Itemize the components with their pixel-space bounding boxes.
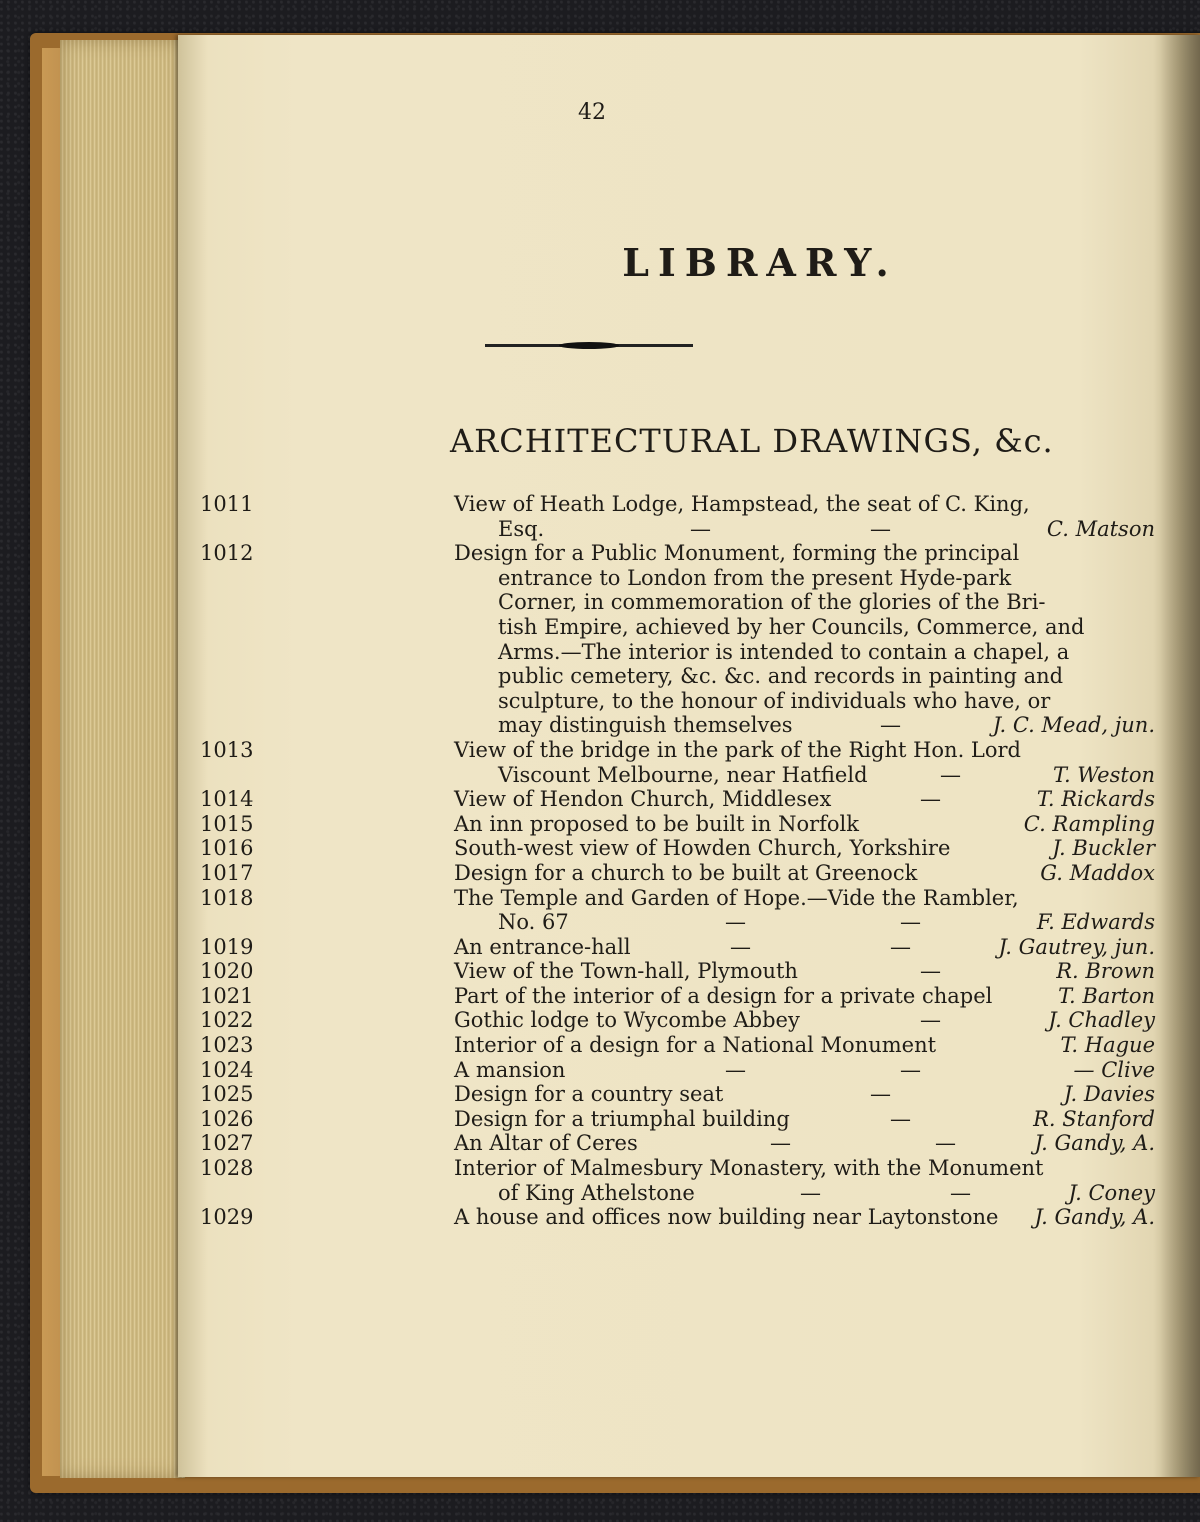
catalogue-line (200, 689, 1155, 714)
artist-name: T. Rickards (1036, 787, 1155, 812)
catalogue-line (200, 910, 1155, 935)
entry-description: Viscount Melbourne, near Hatfield (498, 762, 868, 787)
section-title: ARCHITECTURAL DRAWINGS, &c. (450, 422, 1054, 460)
dash-leader: — (900, 910, 921, 935)
catalogue-line (200, 787, 1155, 812)
catalogue-line (200, 1131, 1155, 1156)
entry-description: An entrance-hall (454, 934, 631, 959)
entry-description: may distinguish themselves (498, 713, 793, 738)
dash-leader: — (870, 516, 891, 541)
entry-number: 1025 (200, 1082, 254, 1107)
entry-description: View of Heath Lodge, Hampstead, the seat of C. King, (454, 492, 1030, 516)
entry-description: View of the bridge in the park of the Right Hon. Lord (454, 737, 1021, 762)
artist-name: T. Barton (1058, 983, 1155, 1008)
artist-name: T. Weston (1053, 762, 1155, 787)
dash-leader: — (890, 934, 911, 959)
entry-description: of King Athelstone (498, 1180, 695, 1205)
entry-description: Design for a country seat (454, 1082, 724, 1107)
ornamental-rule (485, 344, 693, 347)
entry-number: 1029 (200, 1205, 254, 1230)
entry-description: Design for a church to be built at Greenock (454, 860, 918, 885)
catalogue-line (200, 812, 1155, 837)
page-edges (60, 40, 185, 1478)
entry-number: 1012 (200, 541, 254, 566)
artist-name: F. Edwards (1036, 910, 1155, 935)
entry-number: 1024 (200, 1057, 254, 1082)
catalogue-line (200, 984, 1155, 1009)
artist-name: J. C. Mead, jun. (992, 713, 1155, 738)
entry-number: 1016 (200, 836, 254, 861)
artist-name: J. Chadley (1048, 1008, 1155, 1033)
catalogue-line (200, 935, 1155, 960)
catalogue-list (200, 492, 1155, 1230)
catalogue-line (200, 713, 1155, 738)
dash-leader: — (880, 713, 901, 738)
entry-description: Corner, in commemoration of the glories of the Bri- (498, 590, 1046, 615)
entry-number: 1015 (200, 811, 254, 836)
artist-name: J. Gautrey, jun. (998, 934, 1155, 959)
catalogue-line (200, 1181, 1155, 1206)
entry-number: 1019 (200, 934, 254, 959)
spine-shadow (1160, 35, 1200, 1477)
catalogue-line (200, 959, 1155, 984)
catalogue-line (200, 1205, 1155, 1230)
catalogue-line (200, 738, 1155, 763)
entry-description: tish Empire, achieved by her Councils, Commerce, and (498, 614, 1085, 639)
entry-description: South-west view of Howden Church, Yorkshire (454, 836, 951, 861)
catalogue-line (200, 1082, 1155, 1107)
entry-number: 1028 (200, 1156, 254, 1181)
catalogue-line (200, 1008, 1155, 1033)
entry-description: View of Hendon Church, Middlesex (454, 787, 832, 812)
dash-leader: — (730, 934, 751, 959)
entry-number: 1023 (200, 1033, 254, 1058)
dash-leader: — (870, 1082, 891, 1107)
entry-description: The Temple and Garden of Hope.—Vide the Rambler, (454, 885, 1019, 910)
entry-number: 1026 (200, 1106, 254, 1131)
catalogue-line (200, 640, 1155, 665)
artist-name: J. Davies (1063, 1082, 1155, 1107)
page-number: 42 (578, 100, 606, 125)
entry-description: Arms.—The interior is intended to contain a chapel, a (498, 639, 1070, 664)
dash-leader: — (800, 1180, 821, 1205)
entry-description: public cemetery, &c. &c. and records in painting and (498, 664, 1064, 689)
artist-name: R. Brown (1056, 959, 1155, 984)
dash-leader: — (725, 910, 746, 935)
dash-leader: — (690, 516, 711, 541)
entry-number: 1027 (200, 1131, 254, 1156)
artist-name: C. Matson (1046, 516, 1155, 541)
dash-leader: — (770, 1131, 791, 1156)
entry-description: Design for a triumphal building (454, 1106, 790, 1131)
catalogue-line (200, 886, 1155, 911)
catalogue-line (200, 664, 1155, 689)
dash-leader: — (890, 1106, 911, 1131)
catalogue-line (200, 615, 1155, 640)
catalogue-line (200, 517, 1155, 542)
entry-description: sculpture, to the honour of individuals who have, or (498, 688, 1051, 713)
artist-name: J. Coney (1068, 1180, 1155, 1205)
entry-description: Esq. (498, 516, 545, 541)
entry-number: 1013 (200, 737, 254, 762)
catalogue-line (200, 541, 1155, 566)
catalogue-line (200, 492, 1155, 517)
artist-name: J. Gandy, A. (1034, 1131, 1155, 1156)
dash-leader: — (900, 1057, 921, 1082)
entry-number: 1020 (200, 959, 254, 984)
entry-description: An Altar of Ceres (454, 1131, 638, 1156)
artist-name: J. Gandy, A. (1034, 1205, 1155, 1230)
entry-number: 1011 (200, 492, 254, 516)
catalogue-line (200, 861, 1155, 886)
entry-description: Design for a Public Monument, forming the principal (454, 541, 1020, 566)
artist-name: G. Maddox (1040, 860, 1155, 885)
entry-number: 1014 (200, 787, 254, 812)
artist-name: T. Hague (1060, 1033, 1155, 1058)
catalogue-line (200, 763, 1155, 788)
dash-leader: — (920, 959, 941, 984)
catalogue-line (200, 836, 1155, 861)
entry-description: entrance to London from the present Hyde-park (498, 565, 1012, 590)
artist-name: C. Rampling (1023, 811, 1155, 836)
dash-leader: — (920, 1008, 941, 1033)
entry-number: 1018 (200, 885, 254, 910)
artist-name: J. Buckler (1052, 836, 1155, 861)
entry-description: Part of the interior of a design for a private chapel (454, 983, 993, 1008)
entry-number: 1017 (200, 860, 254, 885)
entry-description: A mansion (454, 1057, 566, 1082)
entry-number: 1021 (200, 983, 254, 1008)
entry-description: A house and offices now building near Laytonstone (454, 1205, 999, 1230)
dash-leader: — (940, 762, 961, 787)
page-heading: LIBRARY. (622, 240, 898, 285)
catalogue-line (200, 1058, 1155, 1083)
catalogue-line (200, 1033, 1155, 1058)
entry-number: 1022 (200, 1008, 254, 1033)
artist-name: R. Stanford (1033, 1106, 1155, 1131)
entry-description: Interior of Malmesbury Monastery, with the Monument (454, 1156, 1044, 1181)
dash-leader: — (725, 1057, 746, 1082)
entry-description: An inn proposed to be built in Norfolk (454, 811, 859, 836)
catalogue-line (200, 590, 1155, 615)
artist-name: — Clive (1073, 1057, 1155, 1082)
dash-leader: — (950, 1180, 971, 1205)
catalogue-line (200, 1156, 1155, 1181)
catalogue-line (200, 1107, 1155, 1132)
catalogue-line (200, 566, 1155, 591)
dash-leader: — (935, 1131, 956, 1156)
entry-description: No. 67 (498, 910, 569, 935)
entry-description: View of the Town-hall, Plymouth (454, 959, 798, 984)
dash-leader: — (920, 787, 941, 812)
entry-description: Interior of a design for a National Monument (454, 1033, 937, 1058)
entry-description: Gothic lodge to Wycombe Abbey (454, 1008, 800, 1033)
